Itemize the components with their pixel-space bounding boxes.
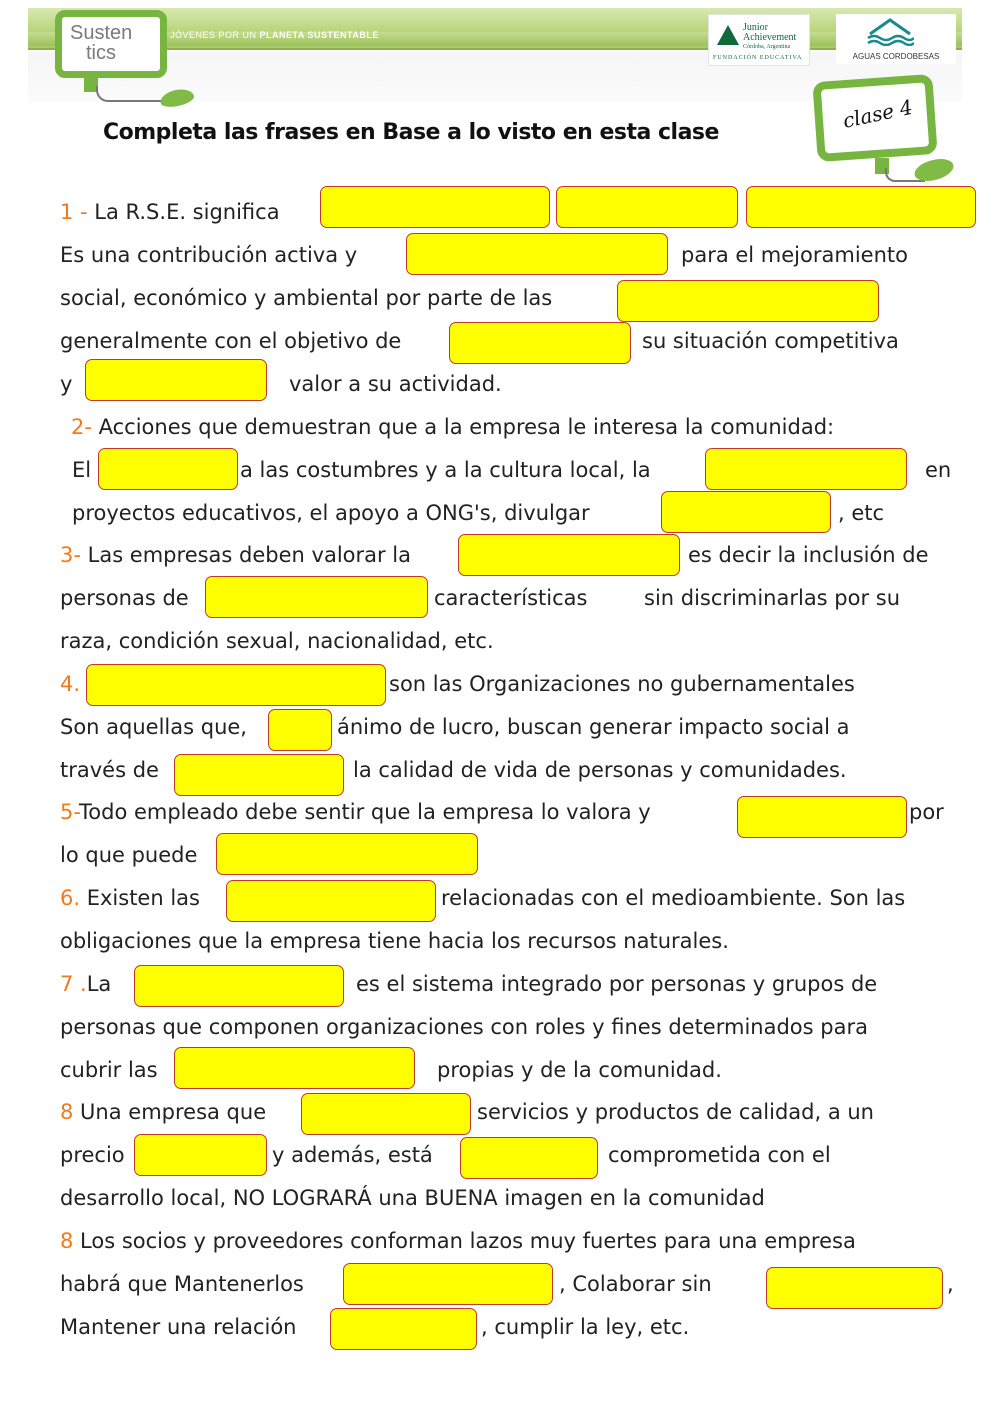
answer-blank-27[interactable]: [330, 1308, 477, 1350]
answer-blank-13[interactable]: [268, 709, 332, 751]
answer-blank-2[interactable]: [406, 233, 668, 275]
ja-name: Junior Achievement Córdoba, Argentina: [743, 22, 797, 50]
line-17b: relacionadas con el medioambiente. Son las: [441, 886, 906, 910]
answer-blank-16[interactable]: [216, 833, 478, 875]
answer-blank-22[interactable]: [301, 1093, 471, 1135]
line-4b: su situación competitiva: [642, 329, 899, 353]
answer-blank-19[interactable]: [134, 965, 344, 1007]
header-band: [28, 8, 962, 50]
line-24: desarrollo local, NO LOGRARÁ una BUENA imagen en la comunidad: [60, 1186, 765, 1210]
line-8a: proyectos educativos, el apoyo a ONG's, divulgar: [72, 501, 590, 525]
answer-blank-23a[interactable]: [134, 1134, 267, 1176]
line-16: lo que puede: [60, 843, 198, 867]
line-1: 1 - La R.S.E. significa: [60, 200, 280, 224]
answer-blank-3[interactable]: [617, 280, 879, 322]
ac-name: AGUAS CORDOBESAS: [852, 52, 940, 61]
answer-blank-7a[interactable]: [98, 448, 238, 490]
answer-blank-1b[interactable]: [556, 186, 738, 228]
line-4a: generalmente con el objetivo de: [60, 329, 402, 353]
line-22a: 8 Una empresa que: [60, 1100, 267, 1124]
clase-label: clase 4: [840, 94, 915, 133]
line-19b: es el sistema integrado por personas y grupos de: [356, 972, 878, 996]
answer-blank-23b[interactable]: [460, 1137, 598, 1179]
line-7c: en: [925, 458, 952, 482]
answer-blank-14[interactable]: [174, 754, 344, 796]
ja-triangle-icon: [717, 25, 739, 45]
answer-blank-4[interactable]: [449, 322, 631, 364]
sustentics-logo-text: Susten tics: [70, 22, 133, 64]
page-title: Completa las frases en Base a lo visto en esta clase: [103, 120, 719, 145]
line-26c: ,: [947, 1272, 954, 1296]
water-mountain-icon: [866, 18, 914, 46]
junior-achievement-logo: [708, 14, 810, 66]
line-27a: Mantener una relación: [60, 1315, 297, 1339]
line-15b: por: [909, 800, 944, 824]
line-18: obligaciones que la empresa tiene hacia los recursos naturales.: [60, 929, 729, 953]
line-2a: Es una contribución activa y: [60, 243, 358, 267]
answer-blank-26b[interactable]: [766, 1267, 943, 1309]
answer-blank-1c[interactable]: [746, 186, 976, 228]
line-9b: es decir la inclusión de: [688, 543, 929, 567]
line-12a: 4.: [60, 672, 81, 696]
line-19a: 7 .La: [60, 972, 112, 996]
sustentics-logo: [55, 10, 167, 78]
line-21b: propias y de la comunidad.: [437, 1058, 722, 1082]
line-17a: 6. Existen las: [60, 886, 200, 910]
line-11: raza, condición sexual, nacionalidad, etc.: [60, 629, 494, 653]
answer-blank-5[interactable]: [85, 359, 267, 401]
line-15a: 5-Todo empleado debe sentir que la empresa lo valora y: [60, 800, 651, 824]
line-26b: , Colaborar sin: [559, 1272, 712, 1296]
answer-blank-12[interactable]: [86, 664, 386, 706]
line-5a: y: [60, 372, 73, 396]
line-3: social, económico y ambiental por parte de las: [60, 286, 553, 310]
answer-blank-17[interactable]: [226, 880, 436, 922]
answer-blank-26a[interactable]: [343, 1263, 553, 1305]
line-13b: ánimo de lucro, buscan generar impacto social a: [337, 715, 850, 739]
answer-blank-9[interactable]: [458, 534, 680, 576]
line-8b: , etc: [838, 501, 885, 525]
line-5b: valor a su actividad.: [289, 372, 502, 396]
line-10c: sin discriminarlas por su: [644, 586, 901, 610]
clase-badge: [812, 74, 937, 162]
line-23b: y además, está: [272, 1143, 433, 1167]
line-27b: , cumplir la ley, etc.: [481, 1315, 690, 1339]
line-9a: 3- Las empresas deben valorar la: [60, 543, 412, 567]
answer-blank-1a[interactable]: [320, 186, 550, 228]
answer-blank-15[interactable]: [737, 796, 907, 838]
line-20: personas que componen organizaciones con roles y fines determinados para: [60, 1015, 868, 1039]
line-22b: servicios y productos de calidad, a un: [477, 1100, 874, 1124]
line-7b: a las costumbres y a la cultura local, la: [240, 458, 651, 482]
answer-blank-8[interactable]: [661, 491, 831, 533]
answer-blank-10[interactable]: [205, 576, 428, 618]
logo-cord: [96, 86, 168, 102]
line-23c: comprometida con el: [608, 1143, 831, 1167]
line-7a: El: [72, 458, 92, 482]
line-14a: través de: [60, 758, 159, 782]
line-25: 8 Los socios y proveedores conforman lazos muy fuertes para una empresa: [60, 1229, 856, 1253]
line-23a: precio: [60, 1143, 125, 1167]
header-stripe: [28, 32, 962, 46]
line-26a: habrá que Mantenerlos: [60, 1272, 304, 1296]
line-14b: la calidad de vida de personas y comunidades.: [353, 758, 847, 782]
answer-blank-21[interactable]: [174, 1047, 415, 1089]
line-21a: cubrir las: [60, 1058, 158, 1082]
answer-blank-7b[interactable]: [705, 448, 907, 490]
ja-subtitle: FUNDACIÓN EDUCATIVA: [713, 55, 803, 61]
header-tagline: JÓVENES POR UN PLANETA SUSTENTABLE: [170, 30, 379, 40]
line-10a: personas de: [60, 586, 189, 610]
line-12b: son las Organizaciones no gubernamentales: [389, 672, 855, 696]
line-2b: para el mejoramiento: [681, 243, 908, 267]
aguas-cordobesas-logo: [836, 14, 956, 64]
line-6: 2- Acciones que demuestran que a la empresa le interesa la comunidad:: [71, 415, 835, 439]
line-13a: Son aquellas que,: [60, 715, 247, 739]
line-10b: características: [434, 586, 588, 610]
